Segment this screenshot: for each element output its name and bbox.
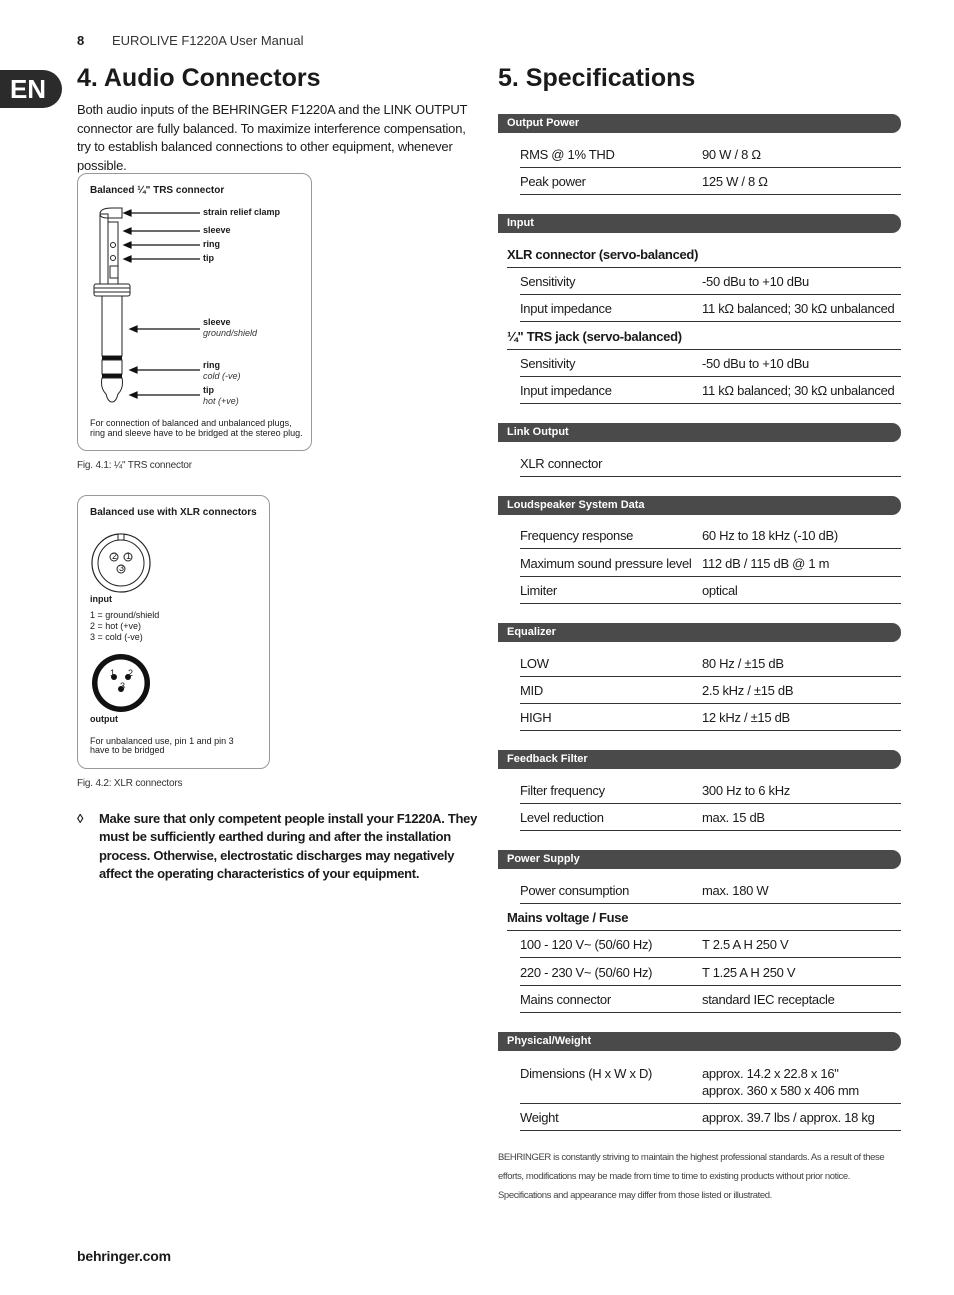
section-4-title: 4. Audio Connectors <box>77 64 321 92</box>
installation-note-text: Make sure that only competent people install your F1220A. They must be sufficiently earthed during and after the installation process. Otherwise, electrostatic discharges may negatively affect the operating characteristics of your equipment. <box>99 811 478 881</box>
spec-heading-link-output: Link Output <box>498 423 901 442</box>
spec-heading-input: Input <box>498 214 901 233</box>
language-tab: EN <box>0 70 62 108</box>
spec-heading-physical-weight: Physical/Weight <box>498 1032 901 1051</box>
spec-row: Power consumption max. 180 W <box>520 876 901 904</box>
label-ring-top: ring <box>203 239 220 249</box>
spec-row: Mains connector standard IEC receptacle <box>520 986 901 1013</box>
spec-row: Level reduction max. 15 dB <box>520 804 901 831</box>
page-number: 8 <box>77 33 85 48</box>
xlr-out-pin-3: 3 <box>120 681 126 691</box>
label-sleeve-top: sleeve <box>203 225 231 235</box>
spec-row: 220 - 230 V~ (50/60 Hz) T 1.25 A H 250 V <box>520 958 901 986</box>
xlr-pin1-legend: 1 = ground/shield <box>90 610 160 620</box>
spec-row: Dimensions (H x W x D) approx. 14.2 x 22.8 x 16" approx. 360 x 580 x 406 mm <box>520 1058 901 1104</box>
spec-subheading: Mains voltage / Fuse <box>507 904 901 931</box>
spec-heading-loudspeaker: Loudspeaker System Data <box>498 496 901 515</box>
spec-row: Weight approx. 39.7 lbs / approx. 18 kg <box>520 1104 901 1131</box>
trs-footnote-line1: For connection of balanced and unbalanced plugs, <box>90 418 292 428</box>
label-strain-relief: strain relief clamp <box>203 207 281 217</box>
spec-heading-equalizer: Equalizer <box>498 623 901 642</box>
spec-heading-output-power: Output Power <box>498 114 901 133</box>
xlr-in-pin-3: 3 <box>119 563 125 573</box>
trs-figure <box>77 173 312 451</box>
specs-disclaimer: BEHRINGER is constantly striving to maintain the highest professional standards. As a result of these efforts, modifications may be made from time to time to existing products without prior notice. Specifications and appearance may differ from those listed or illustrated. <box>498 1152 885 1201</box>
label-ring: ring <box>203 360 220 370</box>
xlr-output-label: output <box>90 714 118 724</box>
spec-subheading: ¼" TRS jack (servo-balanced) <box>507 322 901 350</box>
label-tip: tip <box>203 385 214 395</box>
xlr-in-pin-2: 2 <box>112 551 118 561</box>
fig-4-2-caption: Fig. 4.2: XLR connectors <box>77 778 183 789</box>
xlr-pin2-legend: 2 = hot (+ve) <box>90 621 142 631</box>
spec-row: Filter frequency 300 Hz to 6 kHz <box>520 776 901 804</box>
xlr-out-pin-1: 1 <box>110 668 116 678</box>
document-title: EUROLIVE F1220A User Manual <box>112 33 304 48</box>
diamond-bullet-icon: ◊ <box>77 811 84 826</box>
spec-row: Input impedance 11 kΩ balanced; 30 kΩ unbalanced <box>520 295 901 322</box>
behringer-logo: behringer.com <box>77 1248 171 1264</box>
spec-subheading: XLR connector (servo-balanced) <box>507 240 901 268</box>
section-4-intro: Both audio inputs of the BEHRINGER F1220A and the LINK OUTPUT connector are fully balanced. To maximize interference compensation, try to establish balanced connections to other equipment, whenever possible. <box>77 102 468 173</box>
spec-row: Frequency response 60 Hz to 18 kHz (-10 dB) <box>520 522 901 549</box>
label-ring-sub: cold (-ve) <box>203 371 241 381</box>
fig-4-1-caption: Fig. 4.1: ¼" TRS connector <box>77 460 192 471</box>
label-sleeve-sub: ground/shield <box>203 328 258 338</box>
spec-row: HIGH 12 kHz / ±15 dB <box>520 704 901 731</box>
spec-row: MID 2.5 kHz / ±15 dB <box>520 677 901 704</box>
spec-row: Input impedance 11 kΩ balanced; 30 kΩ unbalanced <box>520 377 901 404</box>
spec-row: RMS @ 1% THD 90 W / 8 Ω <box>520 140 901 168</box>
xlr-footnote-line1: For unbalanced use, pin 1 and pin 3 <box>90 736 234 746</box>
spec-heading-power-supply: Power Supply <box>498 850 901 869</box>
xlr-figure-title: Balanced use with XLR connectors <box>90 507 257 518</box>
xlr-in-pin-1: 1 <box>126 551 132 561</box>
label-sleeve: sleeve <box>203 317 231 327</box>
spec-row: XLR connector <box>520 449 901 477</box>
xlr-pin3-legend: 3 = cold (-ve) <box>90 632 143 642</box>
trs-plug-drawing <box>90 202 220 412</box>
spec-row: LOW 80 Hz / ±15 dB <box>520 649 901 677</box>
trs-footnote-line2: ring and sleeve have to be bridged at the stereo plug. <box>90 428 303 438</box>
spec-row: Peak power 125 W / 8 Ω <box>520 168 901 195</box>
trs-figure-title: Balanced ¼" TRS connector <box>90 185 225 196</box>
label-tip-top: tip <box>203 253 214 263</box>
xlr-footnote-line2: have to be bridged <box>90 745 165 755</box>
spec-row: 100 - 120 V~ (50/60 Hz) T 2.5 A H 250 V <box>520 931 901 958</box>
section-5-title: 5. Specifications <box>498 64 696 92</box>
spec-heading-feedback-filter: Feedback Filter <box>498 750 901 769</box>
spec-row: Sensitivity -50 dBu to +10 dBu <box>520 268 901 295</box>
label-tip-sub: hot (+ve) <box>203 396 239 406</box>
xlr-out-pin-2: 2 <box>128 668 134 678</box>
spec-row: Limiter optical <box>520 577 901 604</box>
xlr-figure <box>77 495 270 769</box>
xlr-input-label: input <box>90 594 112 604</box>
spec-row: Maximum sound pressure level 112 dB / 115 dB @ 1 m <box>520 549 901 577</box>
spec-row: Sensitivity -50 dBu to +10 dBu <box>520 350 901 377</box>
